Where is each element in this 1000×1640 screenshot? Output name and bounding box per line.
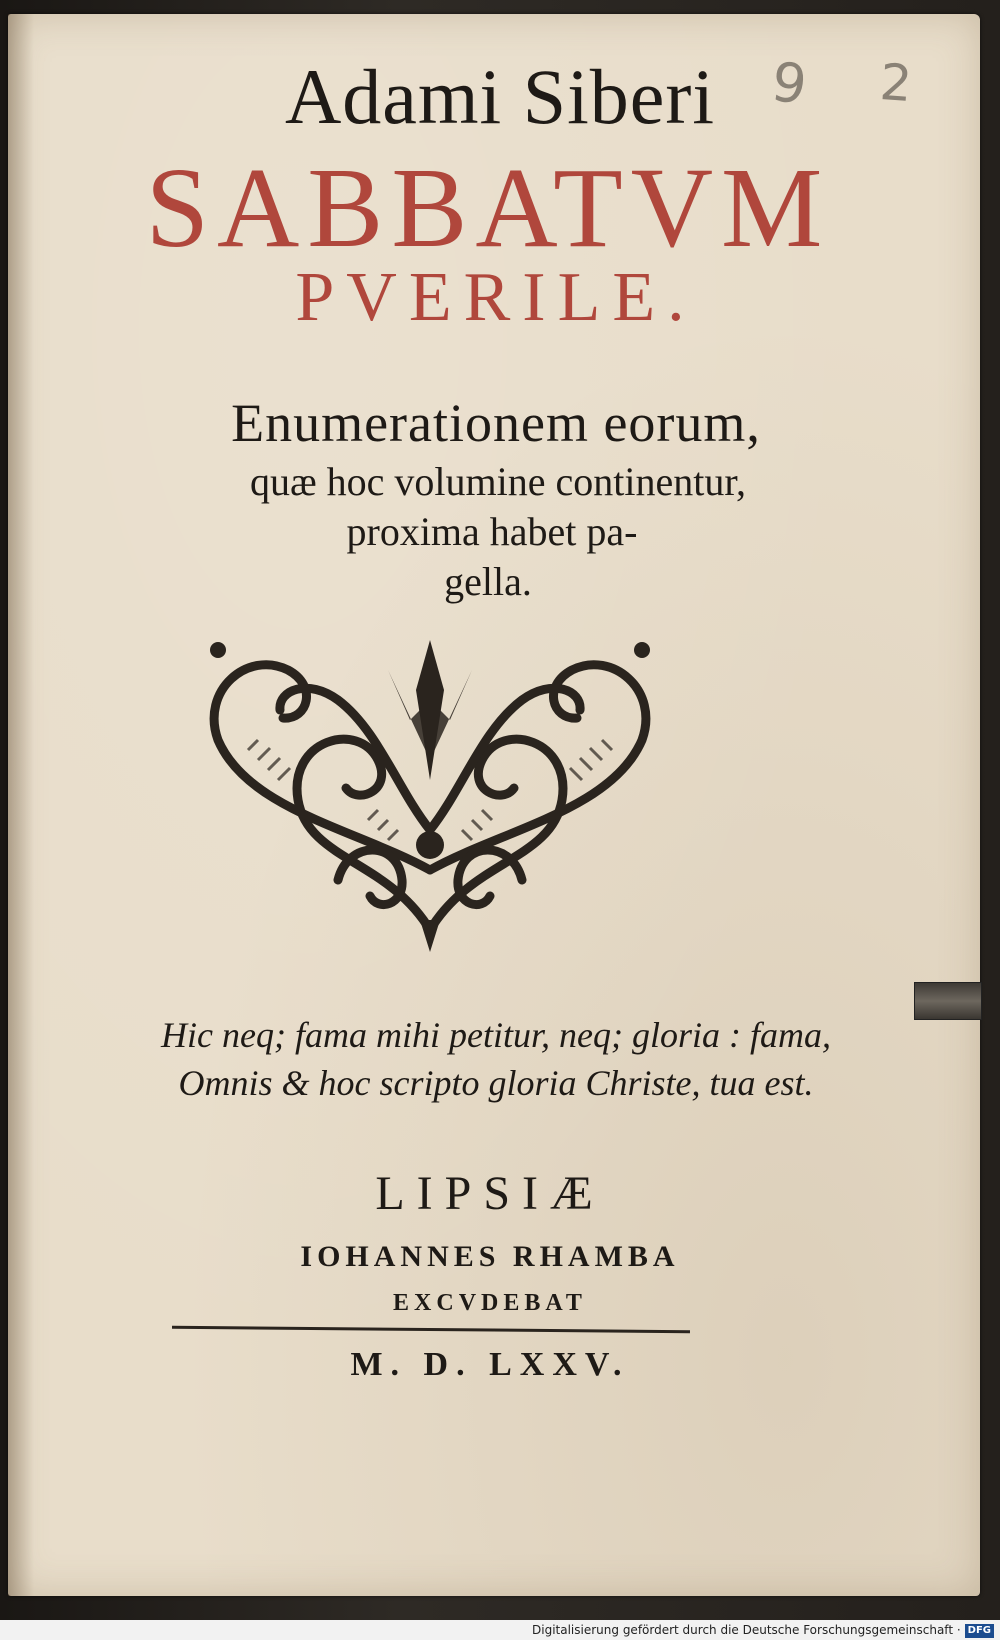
description-line-2: quæ hoc volumine continentur, <box>249 459 747 504</box>
description-line-1: Enumerationem eorum, <box>231 393 761 453</box>
imprint-year: M. D. LXXV. <box>350 1346 630 1383</box>
handwritten-shelfmark-right: 2 <box>878 52 914 114</box>
title-line-1: SABBATVM <box>145 144 831 271</box>
dfg-logo-icon: DFG <box>965 1624 994 1638</box>
funding-footer <box>0 1620 1000 1640</box>
imprint-printer: IOHANNES RHAMBA <box>300 1240 680 1273</box>
imprint-verb: EXCVDEBAT <box>393 1290 587 1316</box>
handwritten-shelfmark-left: 9 <box>767 49 811 118</box>
imprint-place: LIPSIÆ <box>375 1167 605 1220</box>
title-line-2: PVERILE. <box>295 259 697 336</box>
description-line-4: gella. <box>444 559 532 604</box>
motto-line-2: Omnis & hoc scripto gloria Christe, tua est. <box>178 1063 814 1103</box>
author-name: Adami Siberi <box>284 53 716 140</box>
printers-ornament <box>188 630 672 952</box>
motto-line-1: Hic neq; fama mihi petitur, neq; gloria : fama, <box>161 1015 831 1055</box>
description-line-3: proxima habet pa- <box>346 509 638 554</box>
page-tab-marker <box>914 982 982 1020</box>
footer-text: Digitalisierung gefördert durch die Deutsche Forschungsgemeinschaft · <box>532 1623 961 1637</box>
